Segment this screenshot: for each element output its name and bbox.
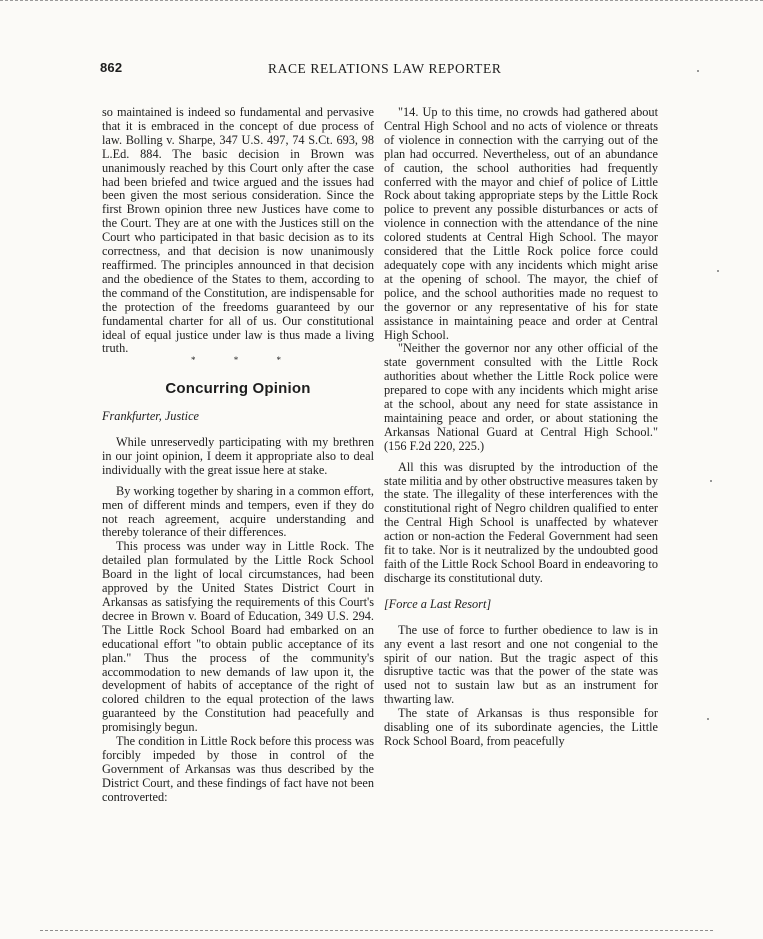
right-paragraph-3: The state of Arkansas is thus responsible for disabling one of its subordinate agencies, the Little Rock School Board, from peacefully: [384, 706, 658, 748]
right-paragraph-1: All this was disrupted by the introduction of the state militia and by other obstructive measures taken by the state. The illegality of these interferences with the constitutional right of Negro children qualified to enter the Central High School is unaffected by whatever action or non-action the Federal Government had seen fit to take. Nor is it neutralized by the undoubted good faith of the Little Rock School Board in endeavoring to discharge its constitutional duty.: [384, 459, 658, 585]
quote-paragraph-2: "Neither the governor nor any other official of the state government consulted with the Little Rock authorities about whether the Little Rock police were prepared to cope with any incidents which might arise at the school, about any need for state assistance in maintaining peace and order, or about stationing the Arkansas National Guard at Central High School." (156 F.2d 220, 225.): [384, 341, 658, 453]
scan-speck: [710, 480, 712, 482]
top-page-edge: [0, 0, 763, 5]
right-column: [384, 106, 658, 749]
opinion-byline: Frankfurter, Justice: [102, 409, 199, 424]
page-number: 862: [100, 60, 123, 75]
left-paragraph-5: The condition in Little Rock before this process was forcibly impeded by those in control of the Government of Arkansas was thus described by the District Court, and these findings of fact have not been controverted:: [102, 734, 374, 804]
right-paragraph-2: The use of force to further obedience to law is in any event a last resort and one not congenial to the spirit of our nation. But the tragic aspect of this disruptive tactic was that the power of the state was used not to sustain law but as an instrument for thwarting law.: [384, 622, 658, 707]
left-paragraph-4: This process was under way in Little Rock. The detailed plan formulated by the Little Rock School Board in the light of local circumstances, had been approved by the United States District Court in Arkansas as satisfying the requirements of this Court's decree in Brown v. Board of Education, 349 U.S. 294. The Little Rock School Board had embarked on an educational effort "to obtain public acceptance of its plan." Thus the process of the community's accommodation to new demands of law upon it, the development of habits of acceptance of the right of colored children to the equal protection of the laws guaranteed by the Constitution had peacefully and promisingly begun.: [102, 539, 374, 735]
left-paragraph-3: By working together by sharing in a common effort, men of different minds and tempers, even if they do not reach agreement, acquire understanding and thereby tolerance of their differences.: [102, 483, 374, 540]
subhead: [Force a Last Resort]: [384, 596, 492, 611]
bottom-page-edge: [40, 930, 713, 933]
section-title: Concurring Opinion: [165, 380, 311, 398]
scan-speck: [707, 718, 709, 720]
running-head: RACE RELATIONS LAW REPORTER: [268, 61, 502, 76]
quote-paragraph-1: "14. Up to this time, no crowds had gathered about Central High School and no acts of violence or threats of violence in connection with the carrying out of the plan had occurred. Nevertheless, out of an abundance of caution, the school authorities had frequently conferred with the mayor and chief of police of Little Rock about taking appropriate steps by the Little Rock police to prevent any possible disturbances or acts of violence in connection with the attendance of the nine colored students at Central High School. The mayor considered that the Little Rock police force could adequately cope with any incidents which might arise at the opening of school. The mayor, the chief of police, and the school authorities made no request to the governor or any representative of his for state assistance in maintaining peace and order at Central High School.: [384, 105, 658, 342]
section-separator: * * *: [191, 355, 299, 366]
left-column: [102, 106, 374, 805]
left-paragraph-2: While unreservedly participating with my brethren in our joint opinion, I deem it appropriate also to deal individually with the great issue here at stake.: [102, 435, 374, 477]
scan-speck: [697, 70, 699, 72]
left-paragraph-1: so maintained is indeed so fundamental and pervasive that it is embraced in the concept of due process of law. Bolling v. Sharpe, 347 U.S. 497, 74 S.Ct. 693, 98 L.Ed. 884. The basic decision in Brown was unanimously reached by this Court only after the case had been briefed and twice argued and the issues had been given the most serious consideration. Since the first Brown opinion three new Justices have come to the Court. They are at one with the Justices still on the Court who participated in that basic decision as to its correctness, and that decision is now unanimously reaffirmed. The principles announced in that decision and the obedience of the States to them, according to the command of the Constitution, are indispensable for the protection of the freedoms guaranteed by our fundamental charter for all of us. Our constitutional ideal of equal justice under law is thus made a living truth.: [102, 105, 374, 356]
scan-speck: [717, 270, 719, 272]
